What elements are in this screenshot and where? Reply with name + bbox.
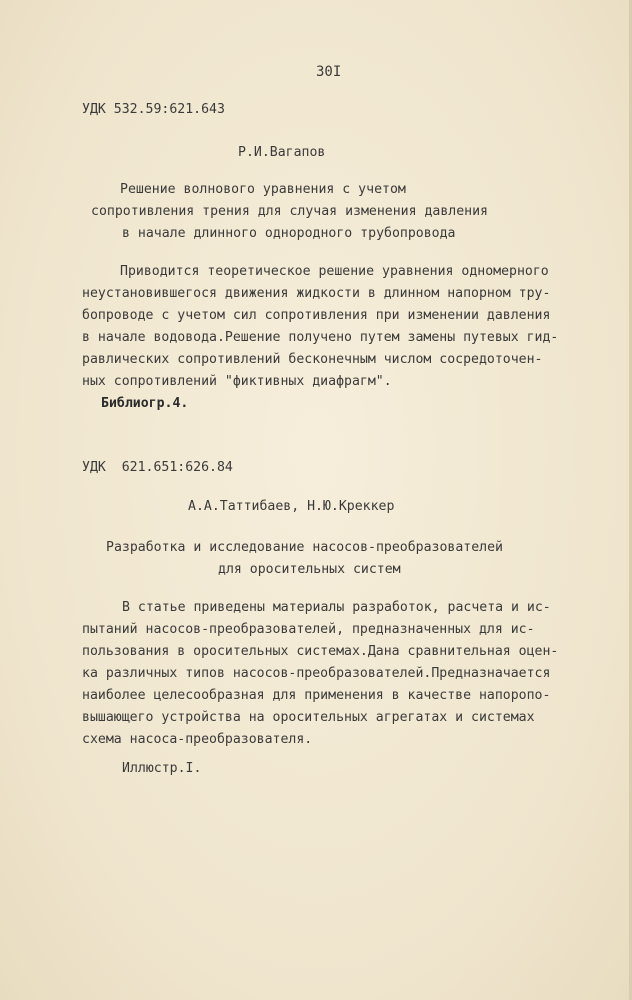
article1-abstract-line: в начале водовода.Решение получено путем замены путевых гид-: [82, 330, 559, 345]
article1-abstract-line: равлических сопротивлений бесконечным числом сосредоточен-: [82, 352, 543, 367]
article2-title-line: Разработка и исследование насосов-преобразователей: [106, 540, 503, 555]
article2-abstract-line: наиболее целесообразная для применения в качестве напоропо-: [82, 688, 551, 703]
page-number: 30I: [316, 64, 342, 80]
article1-abstract-line: ных сопротивлений "фиктивных диафрагм".: [82, 374, 392, 389]
article1-abstract-line: бопроводе с учетом сил сопротивления при изменении давления: [82, 308, 551, 323]
article2-abstract-line: пытаний насосов-преобразователей, предназначенных для ис-: [82, 622, 535, 637]
article2-authors: А.А.Таттибаев, Н.Ю.Креккер: [188, 499, 395, 514]
article2-abstract-line: пользования в оросительных системах.Дана сравнительная оцен-: [82, 644, 559, 659]
article1-title-line: в начале длинного однородного трубопровода: [122, 226, 456, 241]
article2-illustration-note: Иллюстр.I.: [122, 761, 202, 776]
article1-title-line: сопротивления трения для случая изменения давления: [91, 204, 488, 219]
article1-abstract-line: неустановившегося движения жидкости в длинном напорном тру-: [82, 286, 551, 301]
article2-abstract-line: схема насоса-преобразователя.: [82, 732, 313, 747]
article2-abstract-line: вышающего устройства на оросительных агрегатах и системах: [82, 710, 535, 725]
article2-title-line: для оросительных систем: [218, 562, 401, 577]
article1-abstract-line: Приводится теоретическое решение уравнения одномерного: [120, 264, 549, 279]
article2-abstract-line: ка различных типов насосов-преобразователей.Предназначается: [82, 666, 551, 681]
article1-author: Р.И.Вагапов: [238, 145, 326, 160]
article2-abstract-line: В статье приведены материалы разработок, расчета и ис-: [122, 600, 551, 615]
article1-bibliography-note: Библиогр.4.: [101, 396, 189, 411]
article2-udc: УДК 621.651:626.84: [82, 460, 233, 475]
article1-udc: УДК 532.59:621.643: [82, 102, 225, 117]
article1-title-line: Решение волнового уравнения с учетом: [120, 182, 406, 197]
